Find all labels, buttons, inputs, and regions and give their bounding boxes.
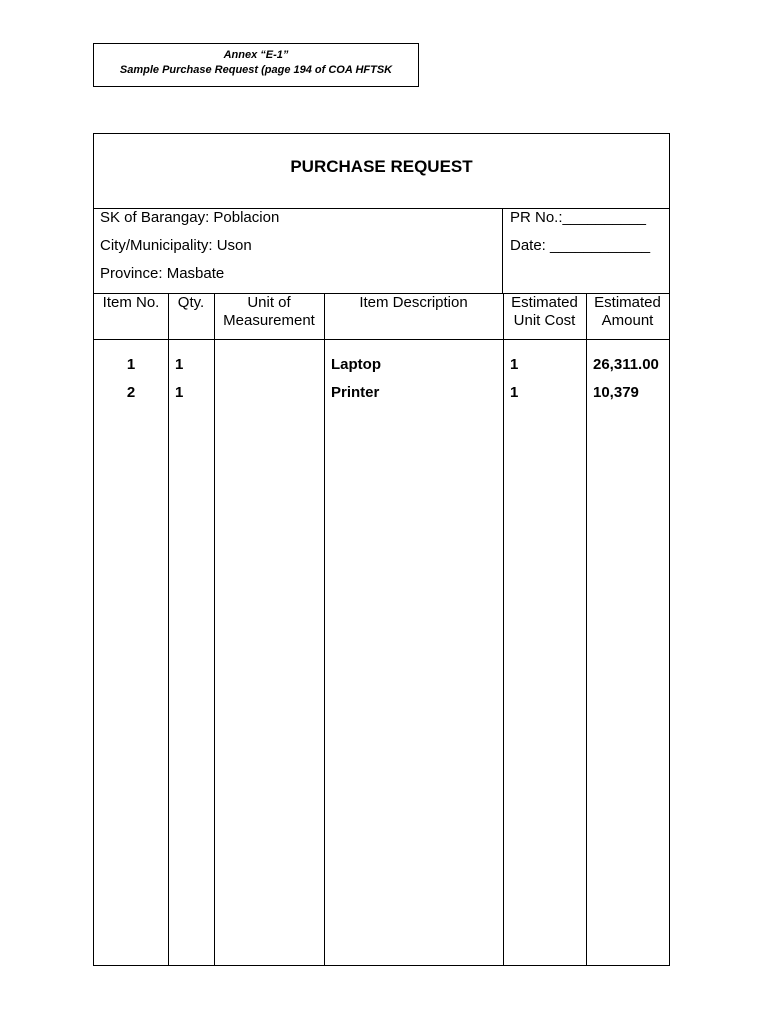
column-divider [503,293,504,966]
pr-number: PR No.:__________ [510,209,646,226]
column-divider [168,293,169,966]
column-divider [586,293,587,966]
header-amount [586,293,669,339]
row-1-qty: 1 [175,356,184,373]
header-amount-line2: Amount [601,312,654,329]
info-right [503,209,669,293]
header-item-no-label: Item No. [102,294,160,311]
annex-box [93,43,419,87]
row-2-description: Printer [331,384,380,401]
header-unit-line1: Unit of [247,294,291,311]
row-2-unit-cost: 1 [510,384,519,401]
header-item-no [94,293,168,339]
row-2-item-no: 2 [126,384,136,401]
row-1-item-no: 1 [126,356,136,373]
annex-subtitle: Sample Purchase Request (page 194 of COA HFTSK [119,64,393,76]
row-1-unit-cost: 1 [510,356,519,373]
header-bottom-line [94,339,669,340]
purchase-request-form [93,133,670,966]
header-qty [168,293,214,339]
row-1-amount: 26,311.00 [593,356,659,373]
form-title: PURCHASE REQUEST [290,157,473,176]
column-divider [324,293,325,966]
header-unit [214,293,324,339]
row-1-description: Laptop [331,356,381,373]
city-municipality: City/Municipality: Uson [100,237,252,254]
province: Province: Masbate [100,265,225,282]
header-unit-cost-line1: Estimated [511,294,578,311]
header-description-label: Item Description [359,294,468,311]
header-qty-label: Qty. [177,294,205,311]
header-unit-cost [503,293,586,339]
sk-barangay: SK of Barangay: Poblacion [100,209,280,226]
column-divider [214,293,215,966]
request-date: Date: ____________ [510,237,651,254]
row-2-qty: 1 [175,384,184,401]
header-description [324,293,503,339]
title-row [94,134,669,209]
header-unit-line2: Measurement [223,312,315,329]
header-unit-cost-line2: Unit Cost [513,312,576,329]
header-amount-line1: Estimated [594,294,661,311]
row-2-amount: 10,379 [593,384,639,401]
annex-title: Annex “E-1” [223,49,289,61]
info-left [94,209,503,293]
